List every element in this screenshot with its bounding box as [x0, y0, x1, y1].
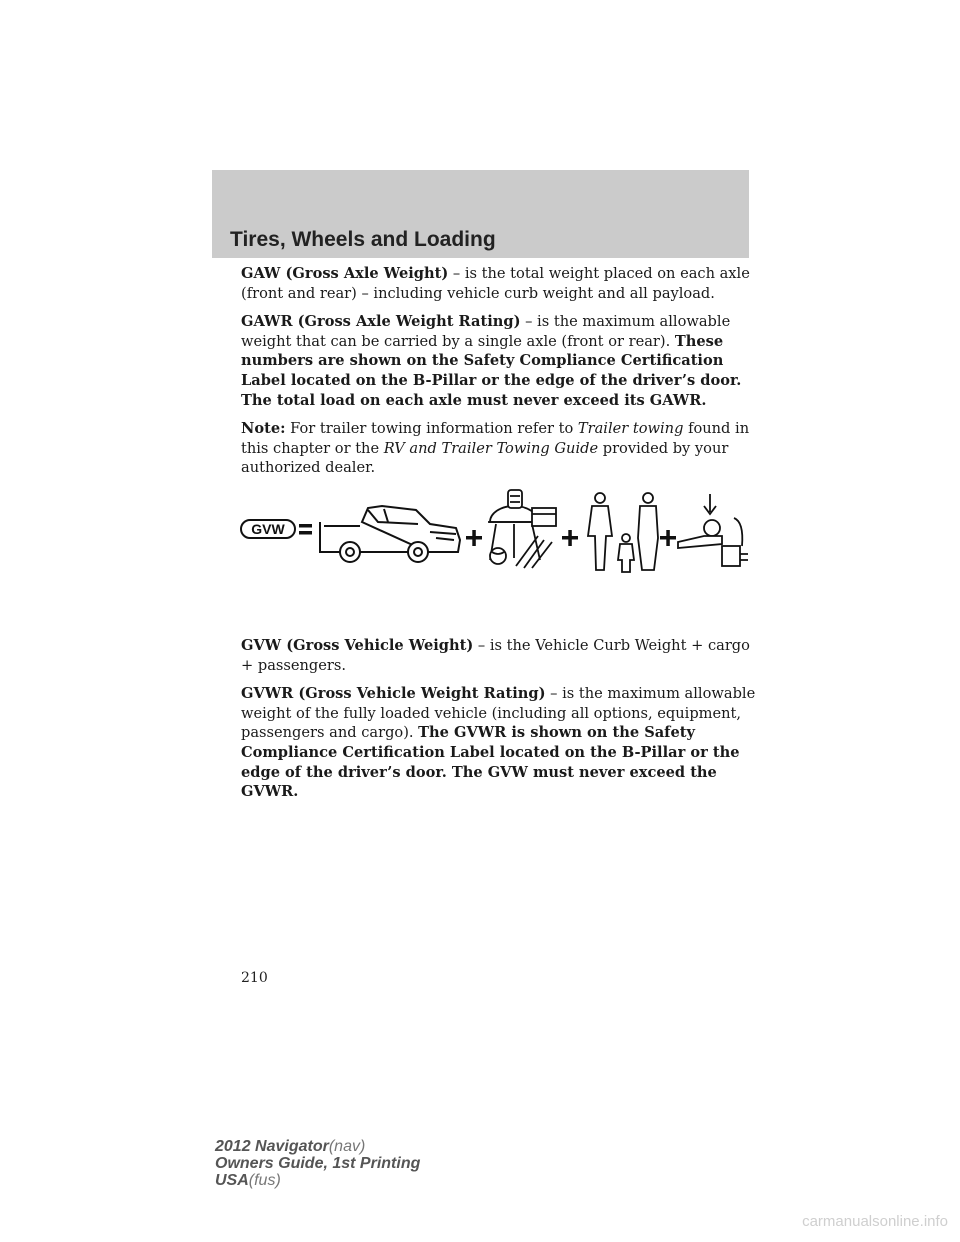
footer-line-1: [215, 1138, 420, 1155]
gvwr-text: – is the maximum allowable weight of the fully loaded vehicle (including all options, equipment, passengers and cargo).: [241, 685, 756, 742]
trailer-hitch-icon: [678, 494, 748, 566]
trailer-towing-ref: Trailer towing: [577, 420, 684, 438]
plus-icon: [466, 530, 482, 546]
gvwr-term: GVWR (Gross Vehicle Weight Rating): [241, 685, 546, 703]
pickup-truck-icon: [320, 506, 460, 562]
footer-market-code: (fus): [248, 1172, 281, 1189]
gvw-illustration: [240, 488, 750, 588]
gawr-term: GAWR (Gross Axle Weight Rating): [241, 313, 521, 331]
footer-model-code: (nav): [328, 1138, 366, 1155]
plus-icon: [660, 530, 676, 546]
rv-guide-ref: RV and Trailer Towing Guide: [383, 439, 599, 457]
note-text-3: provided by your authorized dealer.: [241, 439, 729, 477]
cargo-icon: [488, 490, 556, 568]
gvw-equation-graphic: [240, 488, 750, 588]
note-text-1: For trailer towing information refer to: [285, 420, 578, 438]
gvw-definition: [241, 636, 761, 675]
footer-model: 2012 Navigator: [215, 1138, 329, 1155]
gaw-term: GAW (Gross Axle Weight): [241, 265, 449, 282]
gvw-text: – is the Vehicle Curb Weight + cargo + passengers.: [241, 637, 750, 674]
gvwr-definition: [241, 684, 761, 802]
note-text-2: found in this chapter or the: [241, 420, 750, 457]
gawr-bold-text: These numbers are shown on the Safety Compliance Certification Label located on the B-Pillar or the edge of the driver’s door. The total load on each axle must never exceed its GAWR.: [241, 332, 742, 409]
footer-line-2: Owners Guide, 1st Printing: [215, 1155, 421, 1172]
gvw-term: GVW (Gross Vehicle Weight): [241, 637, 474, 654]
plus-icon: [562, 530, 578, 546]
document-footer: [215, 1138, 420, 1189]
gvw-badge: GVW: [240, 519, 296, 539]
definitions-lower: [241, 636, 761, 811]
watermark: carmanualsonline.info: [802, 1213, 948, 1230]
footer-line-3: [215, 1172, 420, 1189]
note-paragraph: [241, 419, 761, 478]
gaw-definition: [241, 264, 761, 303]
footer-market: USA: [215, 1172, 249, 1189]
gvwr-bold-text: The GVWR is shown on the Safety Compliance Certification Label located on the B-Pillar or the edge of the driver’s door. The GVW must never exceed the GVWR.: [241, 724, 740, 801]
definitions-upper: [241, 264, 761, 487]
gawr-definition: [241, 312, 761, 410]
page-number: 210: [241, 970, 268, 986]
gawr-text: – is the maximum allowable weight that can be carried by a single axle (front or rear).: [241, 313, 731, 350]
gaw-text: – is the total weight placed on each axle (front and rear) – including vehicle curb weight and all payload.: [241, 265, 750, 302]
note-label: Note:: [241, 420, 286, 438]
equals-icon: [299, 524, 312, 535]
section-header-band: [212, 170, 749, 258]
passengers-icon: [588, 493, 658, 572]
section-title: Tires, Wheels and Loading: [230, 228, 496, 251]
